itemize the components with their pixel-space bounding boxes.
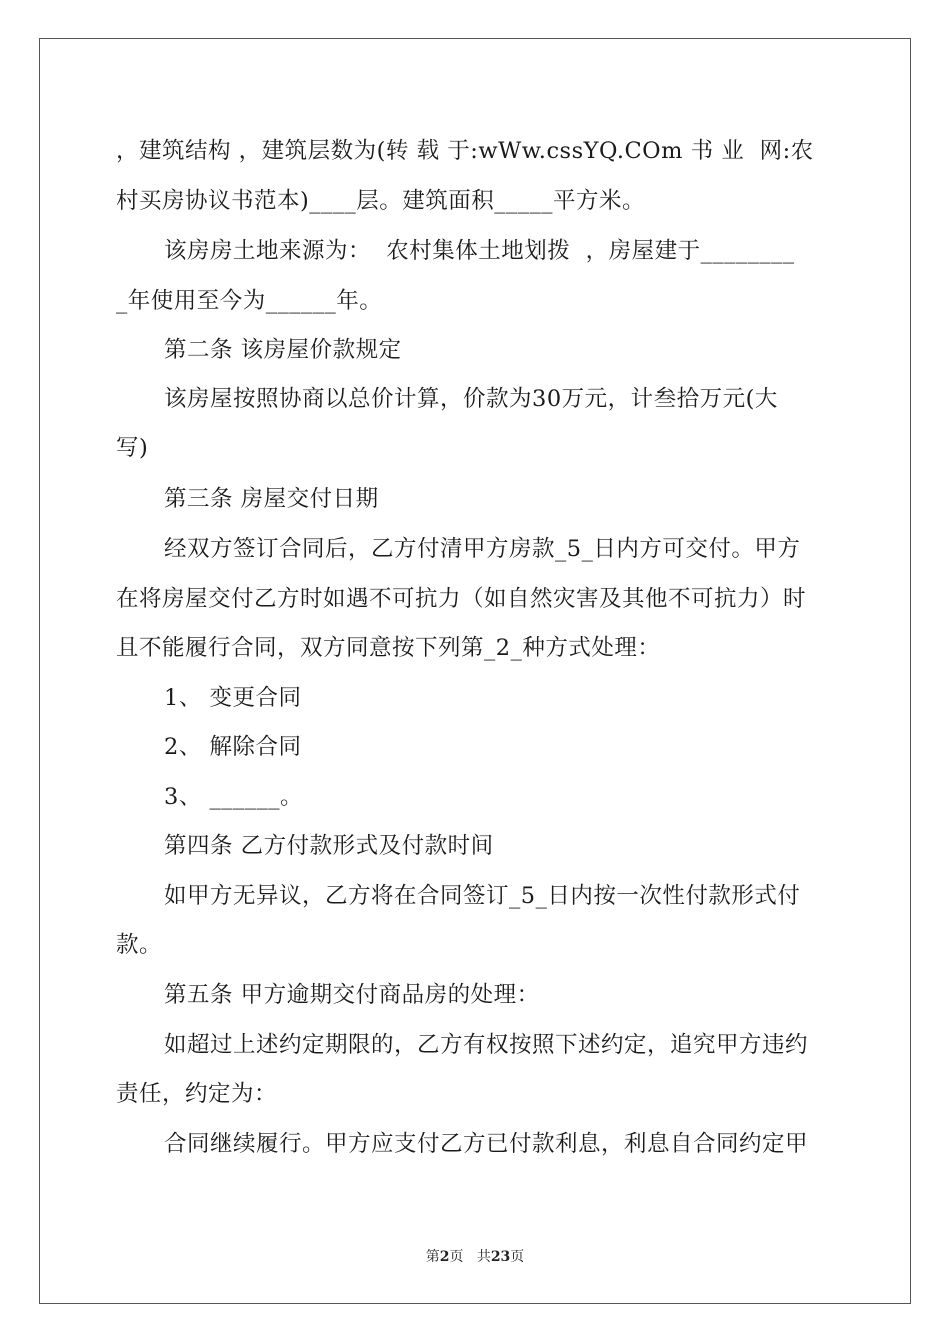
text-line: 责任，约定为： — [116, 1081, 278, 1107]
text-line: 该房房土地来源为： 农村集体土地划拨 ，房屋建于________ — [164, 238, 795, 264]
list-item: 3、 ______。 — [164, 784, 303, 810]
text-line: 村买房协议书范本)____层。建筑面积_____平方米。 — [116, 188, 646, 214]
text-line: _年使用至今为______年。 — [116, 288, 383, 314]
total-pages: 23 — [490, 1249, 511, 1265]
section-heading: 第四条 乙方付款形式及付款时间 — [164, 833, 494, 859]
page-number: 2 — [439, 1249, 450, 1265]
text-line: 合同继续履行。甲方应支付乙方已付款利息，利息自合同约定甲 — [164, 1131, 809, 1157]
section-heading: 第二条 该房屋价款规定 — [164, 337, 402, 363]
section-heading: 第五条 甲方逾期交付商品房的处理： — [164, 982, 540, 1008]
page-prefix: 第 — [425, 1249, 440, 1265]
text-line: 写) — [116, 435, 149, 461]
text-line: 款。 — [116, 932, 163, 958]
section-heading: 第三条 房屋交付日期 — [164, 486, 379, 512]
page-border — [39, 38, 911, 1304]
page-suffix: 页 — [449, 1249, 464, 1265]
total-suffix: 页 — [510, 1249, 525, 1265]
text-line: 如超过上述约定期限的，乙方有权按照下述约定，追究甲方违约 — [164, 1032, 809, 1058]
text-line: 该房屋按照协商以总价计算，价款为30万元，计叁拾万元(大 — [164, 386, 778, 412]
total-prefix: 共 — [476, 1249, 491, 1265]
page-footer — [0, 1246, 950, 1266]
text-line: 如甲方无异议，乙方将在合同签订_5_日内按一次性付款形式付 — [164, 883, 801, 909]
text-line: ，建筑结构 ，建筑层数为(转 载 于:wWw.cssYQ.COm 书 业 网:农 — [116, 138, 814, 164]
list-item: 1、 变更合同 — [164, 685, 302, 711]
text-line: 且不能履行合同，双方同意按下列第_2_种方式处理： — [116, 635, 661, 661]
text-line: 在将房屋交付乙方时如遇不可抗力（如自然灾害及其他不可抗力）时 — [116, 586, 807, 612]
list-item: 2、 解除合同 — [164, 734, 302, 760]
text-line: 经双方签订合同后，乙方付清甲方房款_5_日内方可交付。甲方 — [164, 536, 801, 562]
